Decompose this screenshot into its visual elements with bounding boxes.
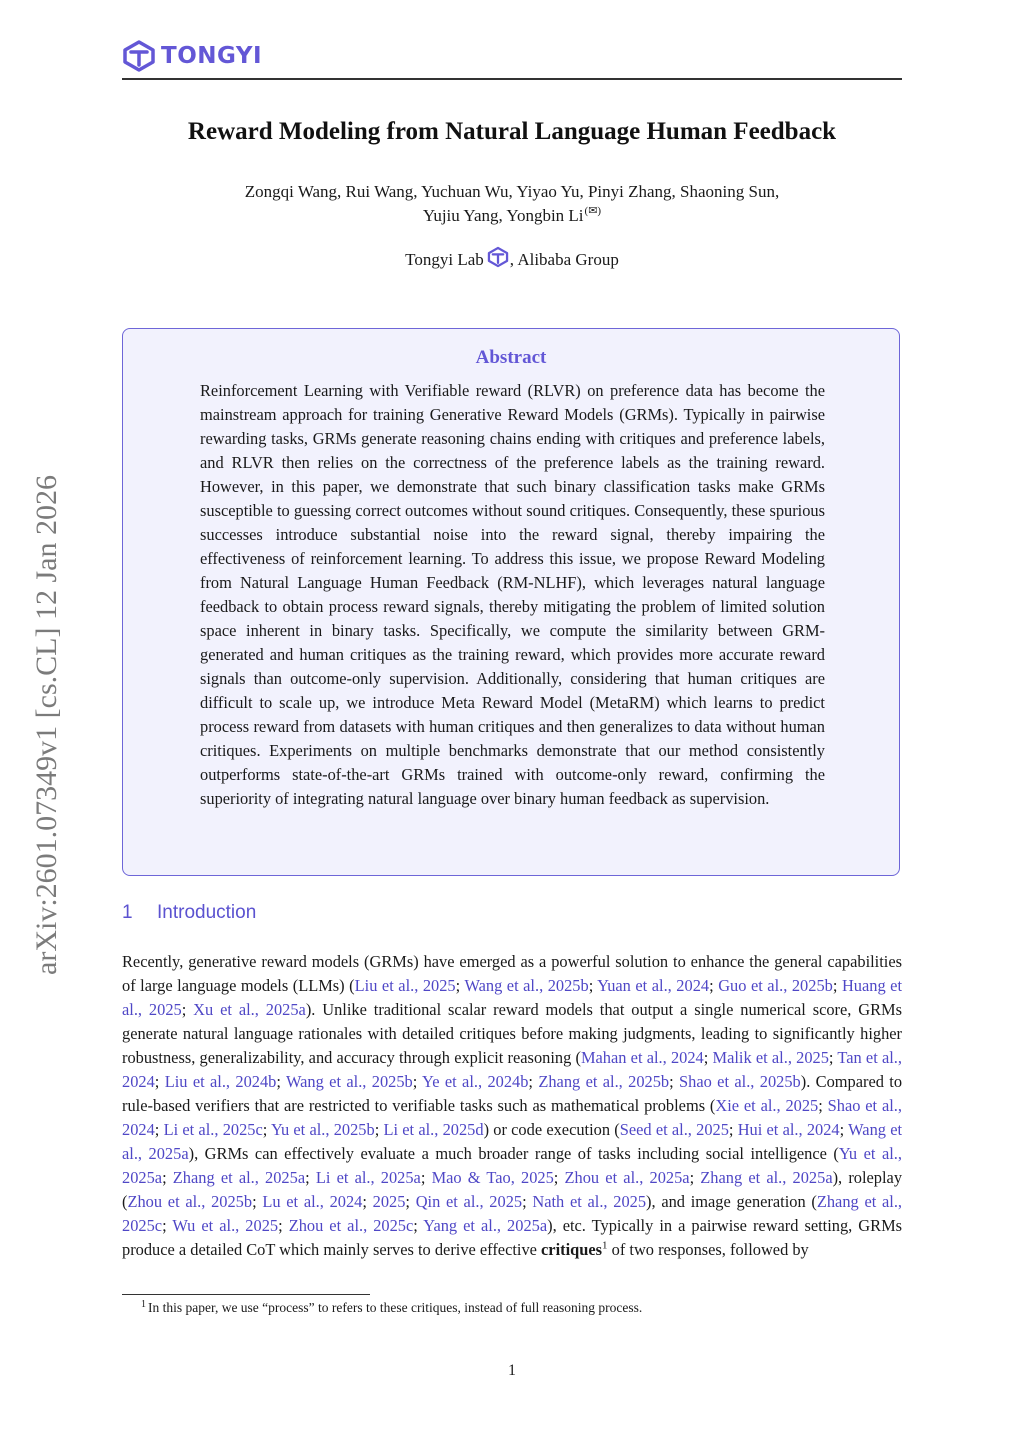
citation-separator: ; bbox=[832, 976, 842, 995]
citation-link[interactable]: Zhang et al., 2025b bbox=[538, 1072, 670, 1091]
citation-separator: ; bbox=[528, 1072, 539, 1091]
citation-separator: ; bbox=[252, 1192, 263, 1211]
citation-link[interactable]: Li et al., 2025c bbox=[163, 1120, 263, 1139]
section-number: 1 bbox=[122, 902, 133, 923]
citation-link[interactable]: Shao et al., 2025b bbox=[679, 1072, 801, 1091]
citation-link[interactable]: Zhou et al., 2025c bbox=[288, 1216, 414, 1235]
citation-separator: ; bbox=[362, 1192, 373, 1211]
authors-line-2 bbox=[122, 204, 902, 228]
citation-link[interactable]: Wang et al., 2025b bbox=[464, 976, 589, 995]
intro-text: ). Unlike traditional scalar reward models that output a single numerical score, GRMs generate natural language rationales with detailed critiques before making judgments, leading to significantly higher robustness, generalizability, and accuracy through explicit reasoning ( bbox=[122, 1000, 903, 1067]
citation-separator: ; bbox=[728, 1120, 738, 1139]
footnote bbox=[141, 1298, 643, 1318]
citation-link[interactable]: Guo et al., 2025b bbox=[718, 976, 833, 995]
brand-name: TONGYI bbox=[161, 43, 263, 69]
footnote-divider bbox=[122, 1294, 370, 1295]
abstract-box bbox=[122, 328, 900, 876]
citation-link[interactable]: Li et al., 2025d bbox=[383, 1120, 484, 1139]
intro-text: ), etc. Typically in a pairwise reward setting, GRMs produce a detailed CoT which mainly serves to derive effective bbox=[122, 1216, 903, 1259]
footnote-number: 1 bbox=[141, 1298, 146, 1310]
citation-separator: ; bbox=[455, 976, 465, 995]
citation-separator: ; bbox=[703, 1048, 713, 1067]
citation-separator: ; bbox=[709, 976, 719, 995]
arxiv-stamp bbox=[22, 430, 72, 1020]
citation-separator: ; bbox=[154, 1072, 165, 1091]
intro-text: Recently, generative reward models (GRMs) have emerged as a powerful solution to enhance the general capabilities of large language models (LLMs) ( bbox=[122, 952, 902, 995]
citation-link[interactable]: Liu et al., 2025 bbox=[354, 976, 456, 995]
citation-link[interactable]: Mahan et al., 2024 bbox=[580, 1048, 704, 1067]
footnote-ref[interactable]: 1 bbox=[602, 1239, 608, 1252]
citation-separator: ; bbox=[818, 1096, 828, 1115]
page-number: 1 bbox=[508, 1362, 516, 1379]
citation-link[interactable]: Malik et al., 2025 bbox=[712, 1048, 829, 1067]
citation-link[interactable]: Zhou et al., 2025a bbox=[564, 1168, 690, 1187]
critiques-term: critiques bbox=[541, 1240, 603, 1259]
citation-separator: ; bbox=[276, 1072, 286, 1091]
citation-separator: ; bbox=[669, 1072, 680, 1091]
citation-link[interactable]: Tan et al., 2024 bbox=[122, 1048, 902, 1091]
author-list bbox=[122, 180, 902, 228]
citation-link[interactable]: Seed et al., 2025 bbox=[619, 1120, 729, 1139]
citation-separator: ; bbox=[154, 1120, 164, 1139]
citation-link[interactable]: Yang et al., 2025a bbox=[423, 1216, 548, 1235]
citation-separator: ; bbox=[262, 1120, 271, 1139]
citation-separator: ; bbox=[405, 1192, 416, 1211]
citation-link[interactable]: Zhang et al., 2025a bbox=[172, 1168, 306, 1187]
abstract-text: Reinforcement Learning with Verifiable reward (RLVR) on preference data has become the mainstream approach for training Generative Reward Models (GRMs). Typically in pairwise rewarding tasks, GRMs generate reasoning chains ending with critiques and preference labels, and RLVR then relies on the correctness of the preference labels as the training reward. However, in this paper, we demonstrate that such binary classification tasks make GRMs susceptible to guessing correct outcomes without sound critiques. Consequently, these spurious successes introduce substantial noise into the reward signal, thereby impairing the effectiveness of reinforcement learning. To address this issue, we propose Reward Modeling from Natural Language Human Feedback (RM-NLHF), which leverages natural language feedback to obtain process reward signals, thereby mitigating the problem of limited solution space inherent in binary tasks. Specifically, we compute the similarity between GRM-generated and human critiques as the training reward, which provides more accurate reward signals than outcome-only supervision. Additionally, considering that human critiques are difficult to scale up, we introduce Meta Reward Model (MetaRM) which learns to predict process reward from datasets with human critiques and then generalizes to data without human critiques. Experiments on multiple benchmarks demonstrate that our method consistently outperforms state-of-the-art GRMs trained with outcome-only reward, confirming the superiority of integrating natural language over binary human feedback as supervision. bbox=[200, 381, 825, 808]
citation-link[interactable]: Wang et al., 2025a bbox=[122, 1120, 903, 1163]
citation-separator: ; bbox=[305, 1168, 316, 1187]
citation-link[interactable]: Xu et al., 2025a bbox=[193, 1000, 306, 1019]
corresponding-author-mail-icon: (✉) bbox=[584, 205, 602, 218]
intro-text: ) or code execution ( bbox=[483, 1120, 620, 1139]
citation-link[interactable]: Zhou et al., 2025b bbox=[127, 1192, 253, 1211]
citation-link[interactable]: Qin et al., 2025 bbox=[415, 1192, 523, 1211]
citation-separator: ; bbox=[181, 1000, 194, 1019]
citation-separator: ; bbox=[162, 1216, 173, 1235]
tongyi-logo-icon bbox=[122, 40, 156, 72]
citation-link[interactable]: Nath et al., 2025 bbox=[532, 1192, 647, 1211]
citation-link[interactable]: Xie et al., 2025 bbox=[715, 1096, 819, 1115]
citation-link[interactable]: Mao & Tao, 2025 bbox=[431, 1168, 554, 1187]
citation-link[interactable]: Huang et al., 2025 bbox=[122, 976, 902, 1019]
authors-line-2-text: Yujiu Yang, Yongbin Li bbox=[422, 206, 584, 225]
intro-paragraph bbox=[122, 950, 902, 1262]
citation-separator: ; bbox=[553, 1168, 565, 1187]
footnote-text: In this paper, we use “process” to refers to these critiques, instead of full reasoning process. bbox=[148, 1300, 643, 1315]
abstract-heading: Abstract bbox=[475, 347, 547, 368]
header-divider bbox=[122, 78, 902, 80]
citation-link[interactable]: Wu et al., 2025 bbox=[172, 1216, 279, 1235]
tongyi-logo bbox=[122, 40, 262, 72]
citation-link[interactable]: Zhang et al., 2025c bbox=[122, 1192, 903, 1235]
citation-separator: ; bbox=[588, 976, 598, 995]
citation-link[interactable]: Yu et al., 2025a bbox=[122, 1144, 902, 1187]
citation-separator: ; bbox=[374, 1120, 384, 1139]
affiliation bbox=[122, 246, 902, 272]
citation-link[interactable]: Shao et al., 2024 bbox=[122, 1096, 902, 1139]
citation-link[interactable]: Zhang et al., 2025a bbox=[700, 1168, 833, 1187]
intro-text: ). Compared to rule-based verifiers that are restricted to verifiable tasks such as mathematical problems ( bbox=[122, 1072, 903, 1115]
affiliation-group: , Alibaba Group bbox=[509, 250, 619, 269]
citation-link[interactable]: 2025 bbox=[372, 1192, 406, 1211]
citation-link[interactable]: Liu et al., 2024b bbox=[164, 1072, 277, 1091]
authors-line-1: Zongqi Wang, Rui Wang, Yuchuan Wu, Yiyao Yu, Pinyi Zhang, Shaoning Sun, bbox=[244, 182, 780, 201]
citation-separator: ; bbox=[278, 1216, 289, 1235]
citation-separator: ; bbox=[162, 1168, 173, 1187]
citation-link[interactable]: Yu et al., 2025b bbox=[270, 1120, 375, 1139]
citation-separator: ; bbox=[522, 1192, 533, 1211]
section-title: Introduction bbox=[157, 902, 257, 923]
citation-separator: ; bbox=[689, 1168, 701, 1187]
citation-link[interactable]: Li et al., 2025a bbox=[315, 1168, 421, 1187]
citation-link[interactable]: Hui et al., 2024 bbox=[737, 1120, 840, 1139]
citation-link[interactable]: Lu et al., 2024 bbox=[262, 1192, 363, 1211]
citation-separator: ; bbox=[828, 1048, 838, 1067]
arxiv-identifier: arXiv:2601.07349v1 [cs.CL] 12 Jan 2026 bbox=[30, 475, 63, 975]
paper-title: Reward Modeling from Natural Language Human Feedback bbox=[187, 118, 837, 145]
affiliation-lab: Tongyi Lab bbox=[405, 250, 484, 269]
citation-link[interactable]: Yuan et al., 2024 bbox=[597, 976, 710, 995]
intro-text: ), GRMs can effectively evaluate a much broader range of tasks including social intelligence ( bbox=[188, 1144, 839, 1163]
citation-link[interactable]: Wang et al., 2025b bbox=[286, 1072, 413, 1091]
intro-text: ), and image generation ( bbox=[646, 1192, 817, 1211]
citation-separator: ; bbox=[413, 1216, 424, 1235]
tongyi-small-icon bbox=[487, 246, 509, 268]
citation-separator: ; bbox=[839, 1120, 849, 1139]
citation-link[interactable]: Ye et al., 2024b bbox=[422, 1072, 529, 1091]
citation-separator: ; bbox=[420, 1168, 432, 1187]
section-heading bbox=[122, 902, 256, 924]
intro-text: ), roleplay ( bbox=[122, 1168, 903, 1211]
intro-text: of two responses, followed by bbox=[607, 1240, 809, 1259]
citation-separator: ; bbox=[412, 1072, 423, 1091]
